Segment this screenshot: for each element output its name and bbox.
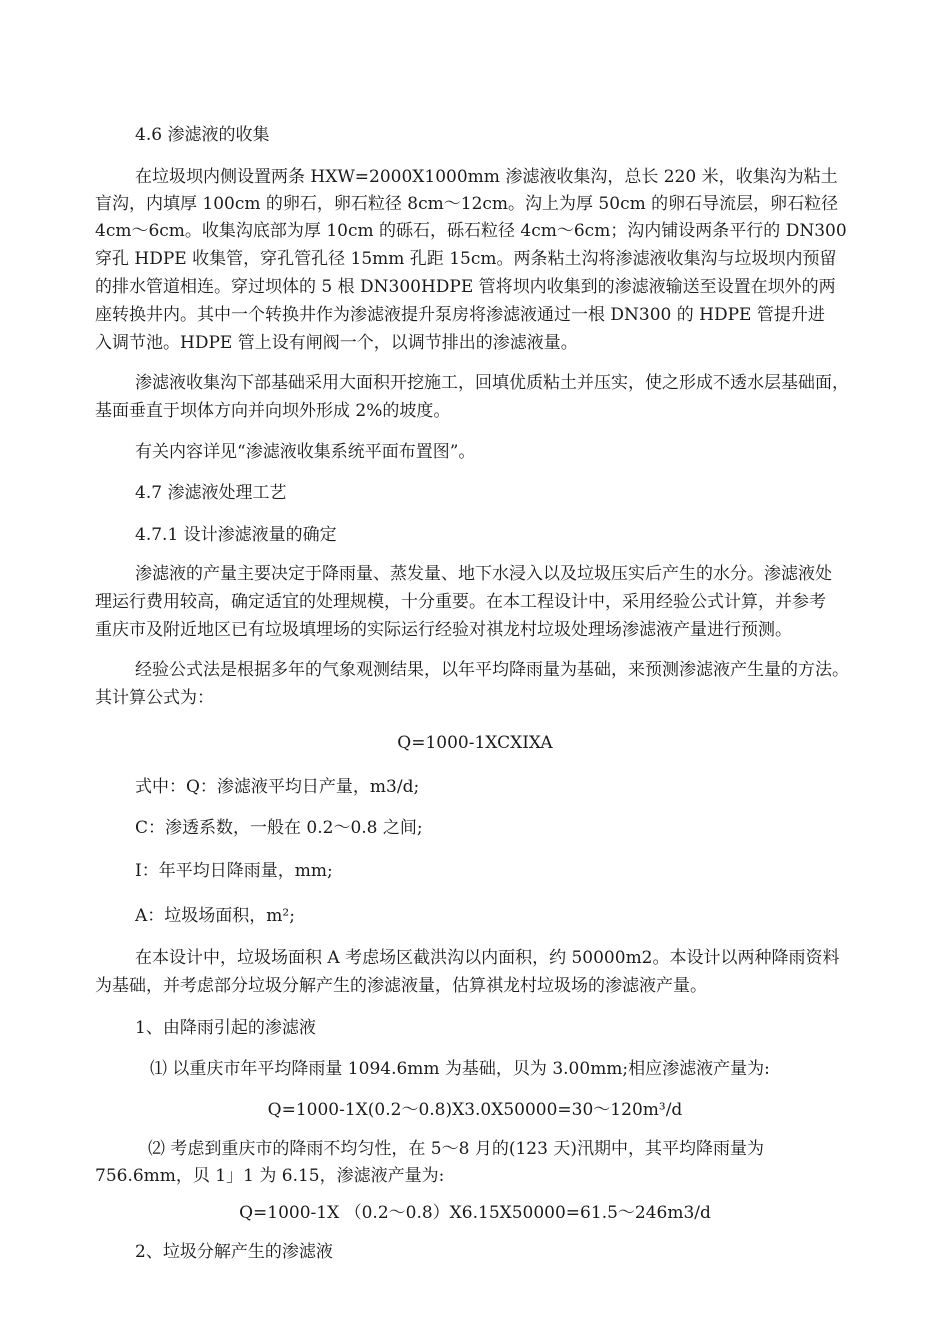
- paragraph-line: 穿孔 HDPE 收集管，穿孔管孔径 15mm 孔距 15cm。两条粘土沟将渗滤液收集沟与垃圾坝内预留: [95, 249, 837, 269]
- paragraph-line: 盲沟，内填厚 100cm 的卵石，卵石粒径 8cm～12cm。沟上为厚 50cm 的卵石导流层，卵石粒径: [95, 194, 839, 214]
- paragraph-line: 入调节池。HDPE 管上设有闸阀一个，以调节排出的渗滤液量。: [95, 333, 578, 353]
- paragraph-line: 为基础，并考虑部分垃圾分解产生的渗滤液量，估算祺龙村垃圾场的渗滤液产量。: [95, 976, 707, 996]
- definition-c: C：渗透系数，一般在 0.2～0.8 之间;: [135, 818, 423, 838]
- formula-1: Q=1000-1X(0.2～0.8)X3.0X50000=30～120m³/d: [267, 1100, 683, 1120]
- paragraph-line: 在本设计中，垃圾场面积 A 考虑场区截洪沟以内面积，约 50000m2。本设计以两种降雨资料: [135, 948, 840, 968]
- list-item-2: 2、垃圾分解产生的渗滤液: [135, 1242, 333, 1262]
- section-heading-4-7: 4.7 渗滤液处理工艺: [135, 483, 287, 503]
- sub-item-2: ⑵ 考虑到重庆市的降雨不均匀性，在 5～8 月的(123 天)汛期中，其平均降雨量为: [148, 1139, 764, 1159]
- formula-main: Q=1000-1XCXIXA: [397, 733, 553, 753]
- formula-2: Q=1000-1X （0.2～0.8）X6.15X50000=61.5～246m3/d: [239, 1203, 711, 1223]
- paragraph-line: 理运行费用较高，确定适宜的处理规模，十分重要。在本工程设计中，采用经验公式计算，并参考: [95, 592, 826, 612]
- sub-item-1: ⑴ 以重庆市年平均降雨量 1094.6mm 为基础，贝为 3.00mm;相应渗滤液产量为:: [150, 1059, 770, 1079]
- list-item-1: 1、由降雨引起的渗滤液: [135, 1018, 316, 1038]
- subsection-heading-4-7-1: 4.7.1 设计渗滤液量的确定: [135, 525, 337, 545]
- definition-i: I：年平均日降雨量，mm;: [135, 861, 333, 881]
- paragraph-line: 在垃圾坝内侧设置两条 HXW=2000X1000mm 渗滤液收集沟，总长 220 米，收集沟为粘土: [135, 167, 838, 187]
- sub-item-2-cont: 756.6mm，贝 1」1 为 6.15，渗滤液产量为:: [95, 1166, 445, 1186]
- paragraph-line: 渗滤液收集沟下部基础采用大面积开挖施工，回填优质粘土并压实，使之形成不透水层基础面，: [135, 373, 849, 393]
- paragraph-line: 的排水管道相连。穿过坝体的 5 根 DN300HDPE 管将坝内收集到的渗滤液输送至设置在坝外的两: [95, 277, 836, 297]
- paragraph-line: 渗滤液的产量主要决定于降雨量、蒸发量、地下水浸入以及垃圾压实后产生的水分。渗滤液处: [135, 564, 832, 584]
- paragraph-line: 基面垂直于坝体方向并向坝外形成 2%的坡度。: [95, 401, 451, 421]
- section-heading-4-6: 4.6 渗滤液的收集: [135, 125, 270, 145]
- paragraph-line: 其计算公式为：: [95, 688, 214, 708]
- paragraph-line: 有关内容详见“渗滤液收集系统平面布置图”。: [135, 442, 476, 462]
- paragraph-line: 座转换井内。其中一个转换井作为渗滤液提升泵房将渗滤液通过一根 DN300 的 HDPE 管提升进: [95, 305, 825, 325]
- paragraph-line: 重庆市及附近地区已有垃圾填埋场的实际运行经验对祺龙村垃圾处理场渗滤液产量进行预测。: [95, 620, 792, 640]
- definition-a: A：垃圾场面积，m²;: [135, 906, 295, 926]
- paragraph-line: 经验公式法是根据多年的气象观测结果，以年平均降雨量为基础，来预测渗滤液产生量的方法。: [135, 660, 849, 680]
- definition-q: 式中：Q：渗滤液平均日产量，m3/d;: [135, 777, 420, 797]
- paragraph-line: 4cm～6cm。收集沟底部为厚 10cm 的砾石，砾石粒径 4cm～6cm；沟内铺设两条平行的 DN300: [95, 221, 847, 241]
